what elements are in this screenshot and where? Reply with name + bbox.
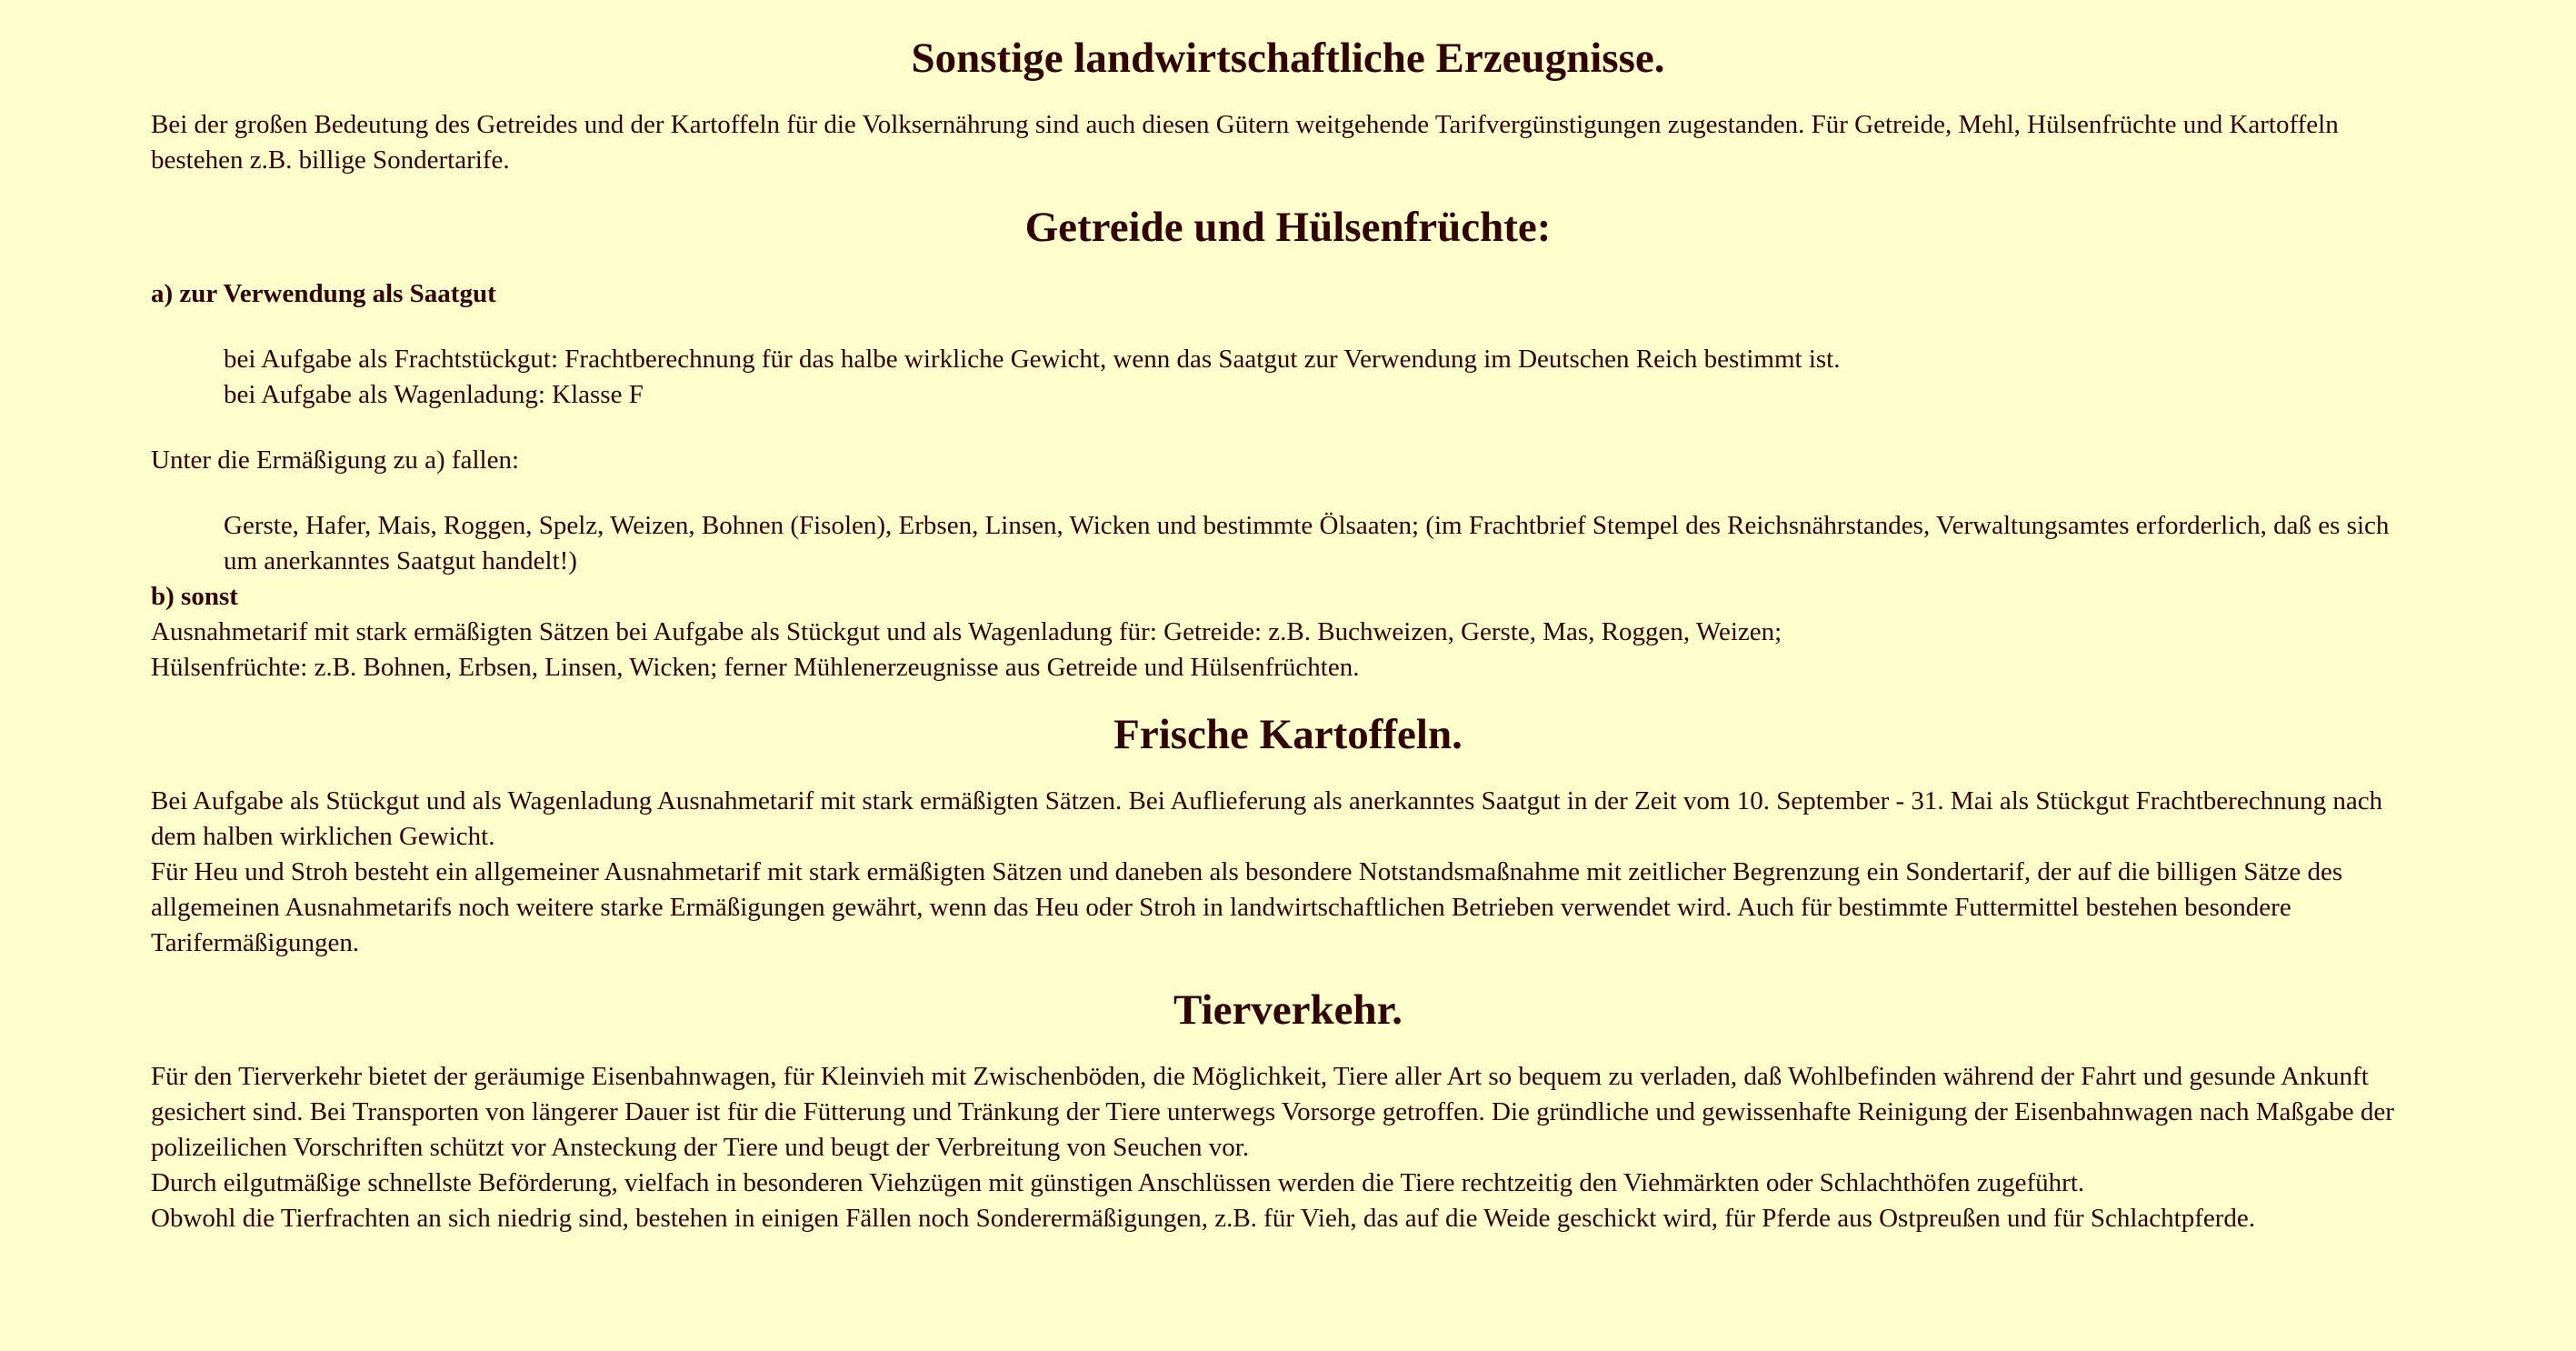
saatgut-line-wagenladung: bei Aufgabe als Wagenladung: Klasse F: [224, 380, 644, 409]
intro-paragraph: Bei der großen Bedeutung des Getreides und der Kartoffeln für die Volksernährung sind auch diesen Gütern weitgehende Tarifvergünstigungen zugestanden. Für Getreide, Mehl, Hülsenfrüchte und Kartoffeln bestehen z.B. billige Sondertarife.: [151, 110, 2339, 175]
heu-stroh-paragraph: Für Heu und Stroh besteht ein allgemeiner Ausnahmetarif mit stark ermäßigten Sätzen und daneben als besondere Notstandsmaßnahme mit zeitlicher Begrenzung ein Sondertarif, der auf die billigen Sätze des allgemeinen Ausnahmetarifs noch weitere starke Ermäßigungen gewährt, wenn das Heu oder Stroh in landwirtschaftlichen Betrieben verwendet wird. Auch für bestimmte Futtermittel bestehen besondere Tarifermäßigungen.: [151, 857, 2343, 957]
section-heading-tierverkehr: Tierverkehr.: [1173, 986, 1403, 1034]
ermaessigung-list: Gerste, Hafer, Mais, Roggen, Spelz, Weizen, Bohnen (Fisolen), Erbsen, Linsen, Wicken und bestimmte Ölsaaten; (im Frachtbrief Stempel des Reichsnährstandes, Verwaltungsamtes erforderlich, daß es sich um anerkanntes Saatgut handelt!): [224, 511, 2390, 575]
ermaessigung-intro: Unter die Ermäßigung zu a) fallen:: [151, 445, 520, 475]
tierverkehr-paragraph-3: Obwohl die Tierfrachten an sich niedrig sind, bestehen in einigen Fällen noch Sonderermäßigungen, z.B. für Vieh, das auf die Weide geschickt wird, für Pferde aus Ostpreußen und für Schlachtpferde.: [151, 1204, 2256, 1233]
ermaessigung-list-block: [151, 508, 2425, 579]
section-heading-kartoffeln: Frische Kartoffeln.: [1113, 711, 1463, 758]
subsection-b-label: b) sonst: [151, 582, 238, 611]
section-heading-getreide: Getreide und Hülsenfrüchte:: [1024, 204, 1552, 251]
sonst-line-getreide: Ausnahmetarif mit stark ermäßigten Sätzen bei Aufgabe als Stückgut und als Wagenladung für: Getreide: z.B. Buchweizen, Gerste, Mas, Roggen, Weizen;: [151, 617, 1782, 646]
saatgut-line-stueckgut: bei Aufgabe als Frachtstückgut: Frachtberechnung für das halbe wirkliche Gewicht, wenn das Saatgut zur Verwendung im Deutschen Reich bestimmt ist.: [224, 345, 1841, 374]
subsection-a-label: a) zur Verwendung als Saatgut: [151, 279, 496, 308]
page-title: Sonstige landwirtschaftliche Erzeugnisse.: [911, 35, 1665, 82]
tierverkehr-paragraph-1: Für den Tierverkehr bietet der geräumige Eisenbahnwagen, für Kleinvieh mit Zwischenböden, die Möglichkeit, Tiere aller Art so bequem zu verladen, daß Wohlbefinden während der Fahrt und gesunde Ankunft gesichert sind. Bei Transporten von längerer Dauer ist für die Fütterung und Tränkung der Tiere unterwegs Vorsorge getroffen. Die gründliche und gewissenhafte Reinigung der Eisenbahnwagen nach Maßgabe der polizeilichen Vorschriften schützt vor Ansteckung der Tiere und beugt der Verbreitung von Seuchen vor.: [151, 1062, 2394, 1162]
sonst-line-huelsenfruechte: Hülsenfrüchte: z.B. Bohnen, Erbsen, Linsen, Wicken; ferner Mühlenerzeugnisse aus Getreide und Hülsenfrüchten.: [151, 653, 1360, 682]
saatgut-details: [151, 342, 2425, 413]
tierverkehr-paragraph-2: Durch eilgutmäßige schnellste Beförderung, vielfach in besonderen Viehzügen mit günstigen Anschlüssen werden die Tiere rechtzeitig den Viehmärkten oder Schlachthöfen zugeführt.: [151, 1168, 2085, 1197]
kartoffeln-paragraph: Bei Aufgabe als Stückgut und als Wagenladung Ausnahmetarif mit stark ermäßigten Sätzen. Bei Auflieferung als anerkanntes Saatgut in der Zeit vom 10. September - 31. Mai als Stückgut Frachtberechnung nach dem halben wirklichen Gewicht.: [151, 786, 2383, 851]
